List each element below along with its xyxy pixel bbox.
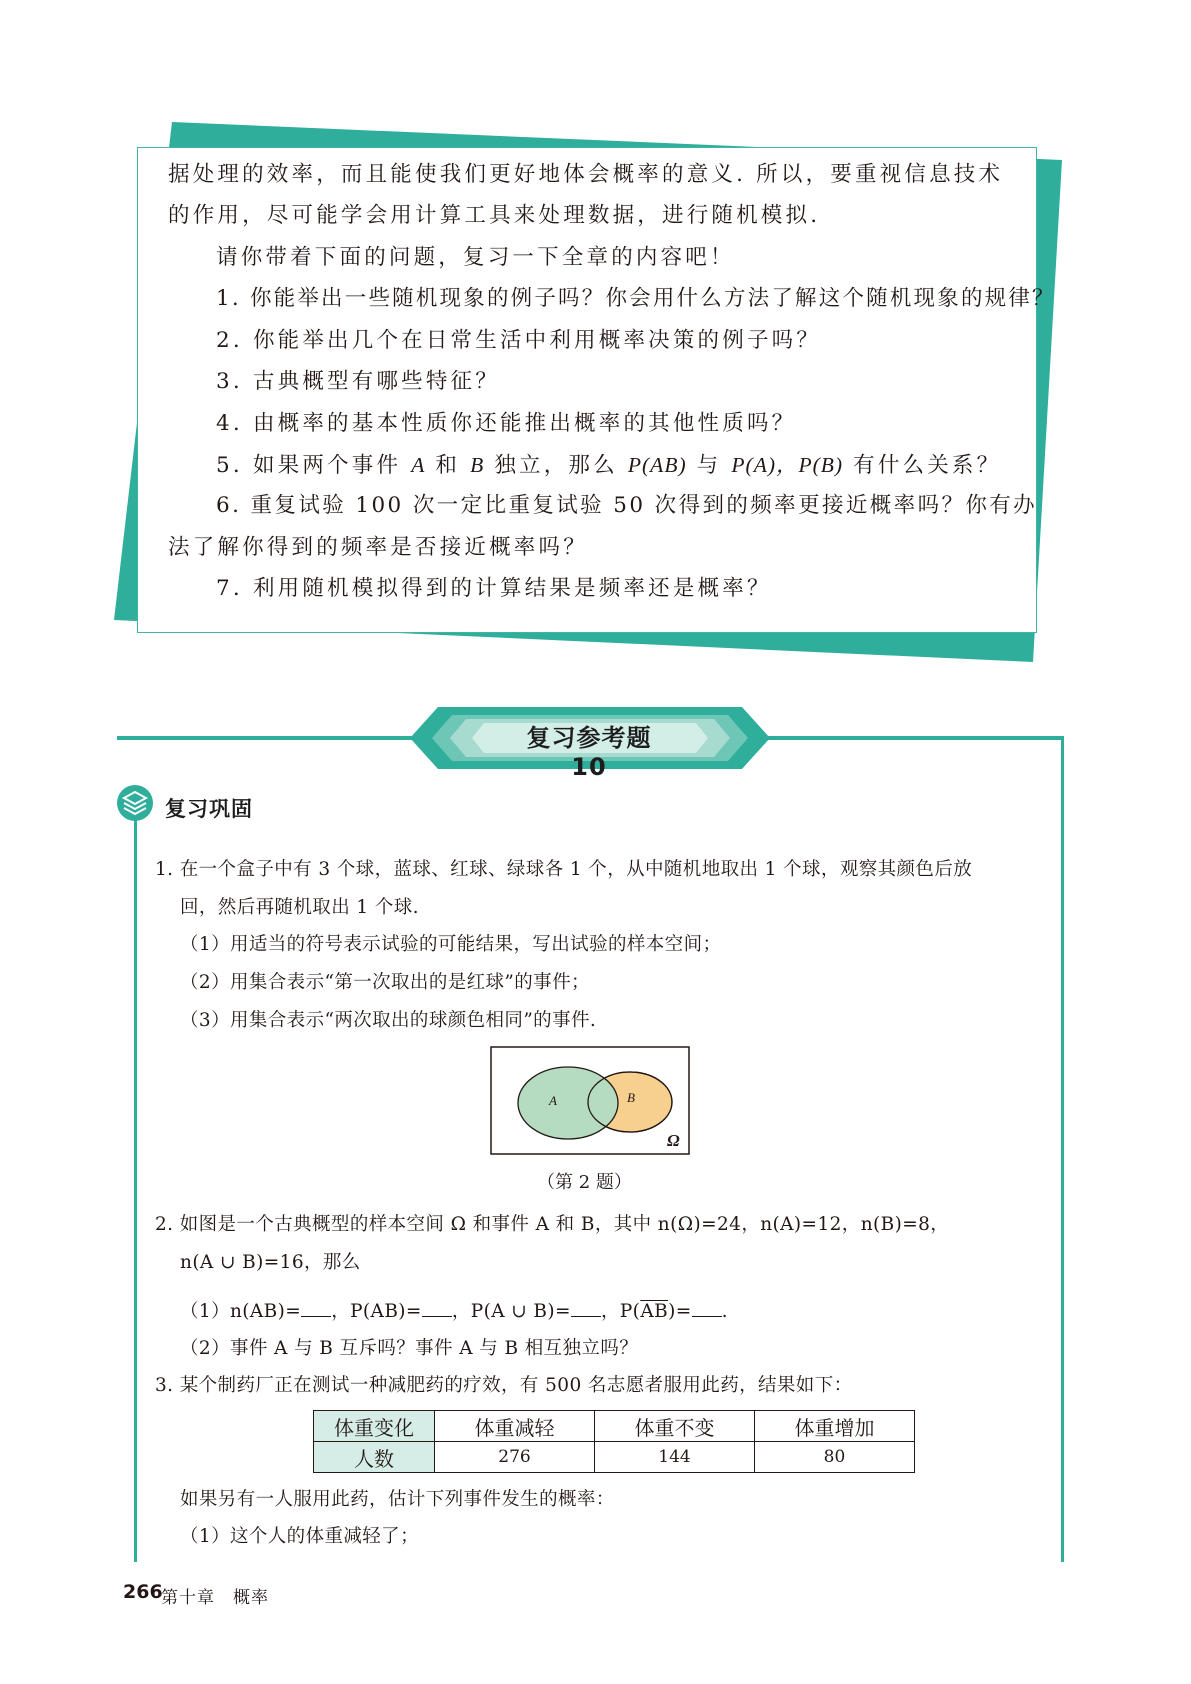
question-1-part: （1）用适当的符号表示试验的可能结果，写出试验的样本空间； bbox=[180, 934, 722, 955]
intro-line: 2. 你能举出几个在日常生活中利用概率决策的例子吗？ bbox=[216, 328, 822, 353]
exercise-frame-left bbox=[134, 820, 137, 1562]
table-cell: 体重减轻 bbox=[435, 1411, 595, 1442]
table-cell: 144 bbox=[595, 1442, 755, 1473]
page-number: 266 bbox=[123, 1581, 163, 1603]
table-cell: 80 bbox=[755, 1442, 915, 1473]
venn-label-omega: Ω bbox=[667, 1131, 680, 1150]
intro-line: 6. 重复试验 100 次一定比重复试验 50 次得到的频率更接近概率吗？你有办 bbox=[216, 493, 1038, 518]
table-cell: 体重增加 bbox=[755, 1411, 915, 1442]
question-1-part: （3）用集合表示“两次取出的球颜色相同”的事件. bbox=[180, 1010, 597, 1031]
chapter-title: 第十章 概率 bbox=[161, 1588, 269, 1608]
table-cell: 人数 bbox=[314, 1442, 435, 1473]
table-cell: 276 bbox=[435, 1442, 595, 1473]
intro-line: 请你带着下面的问题，复习一下全章的内容吧！ bbox=[216, 245, 735, 270]
question-3-line: 如果另有一人服用此药，估计下列事件发生的概率： bbox=[180, 1489, 615, 1510]
weight-change-table bbox=[313, 1410, 915, 1473]
question-2-part-1: （1）n(AB)= ，P(AB)= ，P(A ∪ B)= ，$P(\overline{A}\overline{B})=$ . bbox=[180, 1298, 728, 1325]
question-1-line: 1. 在一个盒子中有 3 个球，蓝球、红球、绿球各 1 个，从中随机地取出 1 个球，观察其颜色后放 bbox=[155, 859, 973, 880]
intro-line: 7. 利用随机模拟得到的计算结果是频率还是概率？ bbox=[216, 576, 772, 601]
intro-line: 据处理的效率，而且能使我们更好地体会概率的意义. 所以，要重视信息技术 bbox=[168, 162, 1004, 187]
venn-set-a bbox=[518, 1067, 618, 1139]
question-1-line: 回，然后再随机取出 1 个球. bbox=[180, 897, 419, 918]
banner-rule-left bbox=[117, 736, 417, 740]
layers-icon bbox=[116, 784, 154, 822]
table-row bbox=[314, 1411, 915, 1442]
intro-line: 的作用，尽可能学会用计算工具来处理数据，进行随机模拟. bbox=[168, 203, 821, 228]
venn-label-a: A bbox=[549, 1093, 557, 1108]
intro-line: 3. 古典概型有哪些特征？ bbox=[216, 369, 500, 394]
question-2-line: 2. 如图是一个古典概型的样本空间 Ω 和事件 A 和 B，其中 n(Ω)=24，n(A)=12，n(B)=8， bbox=[155, 1214, 950, 1235]
table-row bbox=[314, 1442, 915, 1473]
question-3-part-1: （1）这个人的体重减轻了； bbox=[180, 1526, 419, 1547]
table-cell: 体重不变 bbox=[595, 1411, 755, 1442]
intro-line: 1. 你能举出一些随机现象的例子吗？你会用什么方法了解这个随机现象的规律？ bbox=[216, 286, 1056, 311]
figure-caption: （第 2 题） bbox=[537, 1172, 632, 1193]
table-cell: 体重变化 bbox=[314, 1411, 435, 1442]
venn-label-b: B bbox=[627, 1090, 635, 1105]
intro-line: 法了解你得到的频率是否接近概率吗？ bbox=[168, 535, 588, 560]
section-title: 复习参考题 10 bbox=[526, 724, 652, 781]
section-heading: 复习巩固 bbox=[165, 797, 253, 821]
question-2-line: n(A ∪ B)=16，那么 bbox=[180, 1252, 361, 1273]
exercise-frame-right bbox=[1061, 737, 1064, 1562]
question-2-part-2: （2）事件 A 与 B 互斥吗？事件 A 与 B 相互独立吗？ bbox=[180, 1338, 639, 1359]
question-1-part: （2）用集合表示“第一次取出的是红球”的事件； bbox=[180, 972, 590, 993]
banner-rule-right bbox=[760, 736, 1064, 740]
intro-question-5: 5. 如果两个事件 A 和 B 独立，那么 P(AB) 与 P(A)，P(B) 有什么关系？ bbox=[216, 453, 1002, 478]
venn-diagram bbox=[490, 1046, 690, 1156]
intro-line: 4. 由概率的基本性质你还能推出概率的其他性质吗？ bbox=[216, 411, 797, 436]
question-3-line: 3. 某个制药厂正在测试一种减肥药的疗效，有 500 名志愿者服用此药，结果如下： bbox=[155, 1375, 853, 1396]
